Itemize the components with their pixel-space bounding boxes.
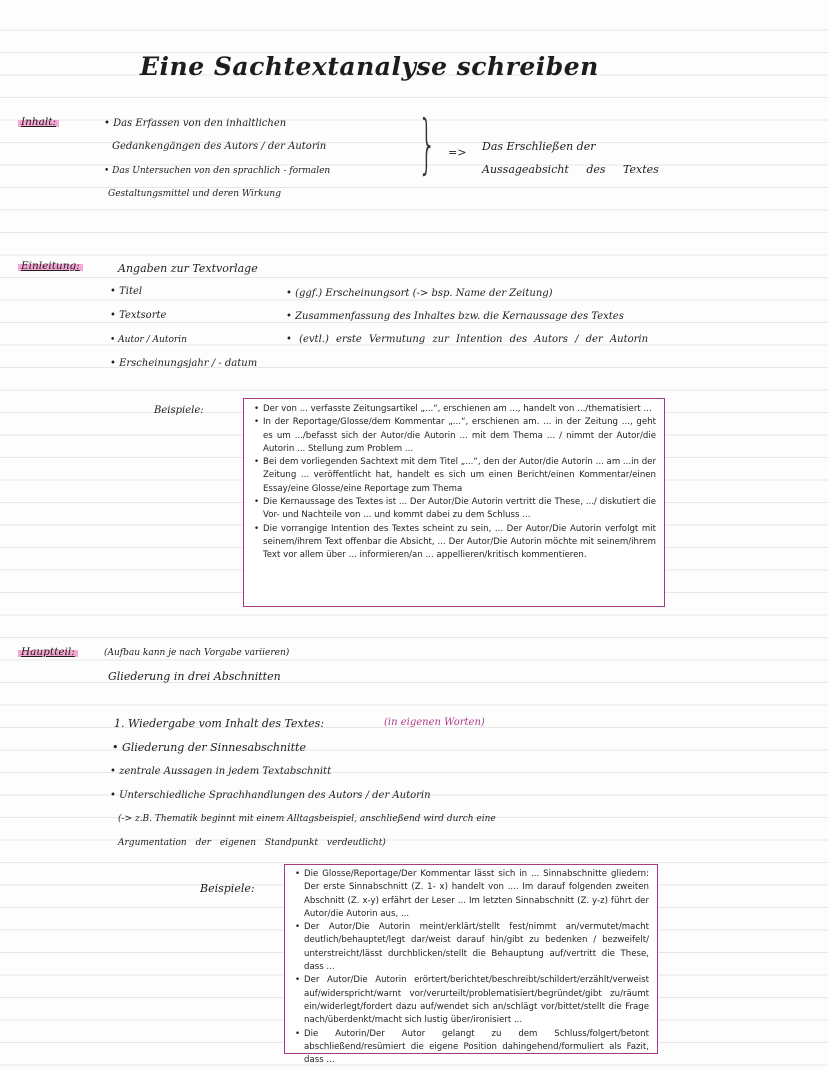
inhalt-line: • Das Untersuchen von den sprachlich - formalen bbox=[104, 166, 331, 176]
beispiel-item: • Der Autor/Die Autorin meint/erklärt/stellt fest/nimmt an/vermutet/macht deutlich/behauptet/legt dar/weist darauf hin/gibt zu bedenken / bezweifelt/ unterstreicht/lässt durchblicken/stellt die Behauptung auf/vertritt die These, dass ... bbox=[295, 921, 649, 974]
hauptteil-item: • Unterschiedliche Sprachhandlungen des Autors / der Autorin bbox=[110, 790, 431, 801]
hauptteil-example: Argumentation der eigenen Standpunkt verdeutlicht) bbox=[118, 838, 386, 848]
beispiel-item: • Die vorrangige Intention des Textes scheint zu sein, ... Der Autor/Die Autorin verfolgt mit seinem/ihrem Text offenbar die Absicht, ... Der Autor/Die Autorin möchte mit seinem/ihrem Text vor allem über ... informieren/an ... appellieren/kritisch kommentieren. bbox=[254, 523, 656, 563]
section-label-einleitung: Einleitung: bbox=[18, 260, 83, 272]
beispiel-item: • Der von ... verfasste Zeitungsartikel „...“, erschienen am ..., handelt von .../thematisiert ... bbox=[254, 403, 656, 416]
einleitung-item: • Titel bbox=[110, 286, 143, 297]
hauptteil-gliederung: Gliederung in drei Abschnitten bbox=[108, 670, 281, 683]
hauptteil-step-note: (in eigenen Worten) bbox=[384, 717, 485, 728]
hauptteil-item: • zentrale Aussagen in jedem Textabschnitt bbox=[110, 766, 332, 777]
einleitung-item: • Erscheinungsjahr / - datum bbox=[110, 358, 258, 369]
einleitung-item: • Autor / Autorin bbox=[110, 335, 187, 345]
section-label-hauptteil: Hauptteil: bbox=[18, 646, 78, 658]
einleitung-item: • (evtl.) erste Vermutung zur Intention des Autors / der Autorin bbox=[286, 334, 649, 345]
arrow-icon: => bbox=[448, 146, 467, 159]
inhalt-line: Gestaltungsmittel und deren Wirkung bbox=[108, 189, 281, 199]
inhalt-line: Gedankengängen des Autors / der Autorin bbox=[112, 141, 327, 152]
beispiele-label: Beispiele: bbox=[154, 405, 204, 416]
einleitung-item: • Textsorte bbox=[110, 310, 167, 321]
hauptteil-example: (-> z.B. Thematik beginnt mit einem Alltagsbeispiel, anschließend wird durch eine bbox=[118, 814, 496, 824]
beispiel-item: • Bei dem vorliegenden Sachtext mit dem Titel „...“, den der Autor/die Autorin ... am ...in der Zeitung ... veröffentlicht hat, handelt es sich um einen Bericht/einen Kommentar/einen Essay/eine Glosse/eine Reportage zum Thema bbox=[254, 456, 656, 496]
beispiele-label: Beispiele: bbox=[200, 882, 255, 895]
inhalt-result: Das Erschließen der bbox=[482, 140, 596, 153]
page-title: Eine Sachtextanalyse schreiben bbox=[140, 52, 599, 81]
beispiel-item: • Die Glosse/Reportage/Der Kommentar lässt sich in ... Sinnabschnitte gliedern: Der erste Sinnabschnitt (Z. 1- x) handelt von .... Im darauf folgenden zweiten Abschnitt (Z. x-y) erfährt der Leser ... Im letzten Sinnabschnitt (Z. y-z) führt der Autor/die Autorin aus, ... bbox=[295, 868, 649, 921]
beispiele-box-hauptteil bbox=[284, 864, 658, 1066]
einleitung-item: • Zusammenfassung des Inhaltes bzw. die Kernaussage des Textes bbox=[286, 311, 624, 322]
einleitung-heading: Angaben zur Textvorlage bbox=[118, 262, 258, 275]
einleitung-item: • (ggf.) Erscheinungsort (-> bsp. Name der Zeitung) bbox=[286, 288, 553, 299]
beispiel-item: • Die Kernaussage des Textes ist ... Der Autor/Die Autorin vertritt die These, .../ diskutiert die Vor- und Nachteile von ... und kommt dabei zu dem Schluss ... bbox=[254, 496, 656, 523]
inhalt-result: Aussageabsicht des Textes bbox=[482, 163, 659, 176]
section-label-inhalt: Inhalt: bbox=[18, 116, 59, 128]
beispiel-item: • Der Autor/Die Autorin erörtert/berichtet/beschreibt/schildert/erzählt/verweist auf/widerspricht/warnt vor/verurteilt/problematisiert/begründet/gibt zu/räumt ein/widerlegt/fordert dazu auf/wendet sich an/schlägt vor/bittet/stellt die Frage nach/überdenkt/macht sich lustig über/ironisiert ... bbox=[295, 974, 649, 1027]
beispiel-item: • In der Reportage/Glosse/dem Kommentar „...“, erschienen am. ... in der Zeitung ..., geht es um .../befasst sich der Autor/die Autorin ... mit dem Thema ... / nimmt der Autor/die Autorin ... Stellung zum Problem ... bbox=[254, 416, 656, 456]
hauptteil-item: • Gliederung der Sinnesabschnitte bbox=[112, 741, 306, 754]
inhalt-line: • Das Erfassen von den inhaltlichen bbox=[104, 118, 287, 129]
hauptteil-step: 1. Wiedergabe vom Inhalt des Textes: bbox=[114, 717, 325, 730]
beispiele-box-einleitung bbox=[243, 398, 665, 607]
curly-brace-icon: } bbox=[418, 108, 437, 182]
hauptteil-note: (Aufbau kann je nach Vorgabe variieren) bbox=[104, 648, 290, 658]
beispiel-item: • Die Autorin/Der Autor gelangt zu dem Schluss/folgert/betont abschließend/resümiert die eigene Position dahingehend/formuliert als Fazit, dass ... bbox=[295, 1028, 649, 1068]
